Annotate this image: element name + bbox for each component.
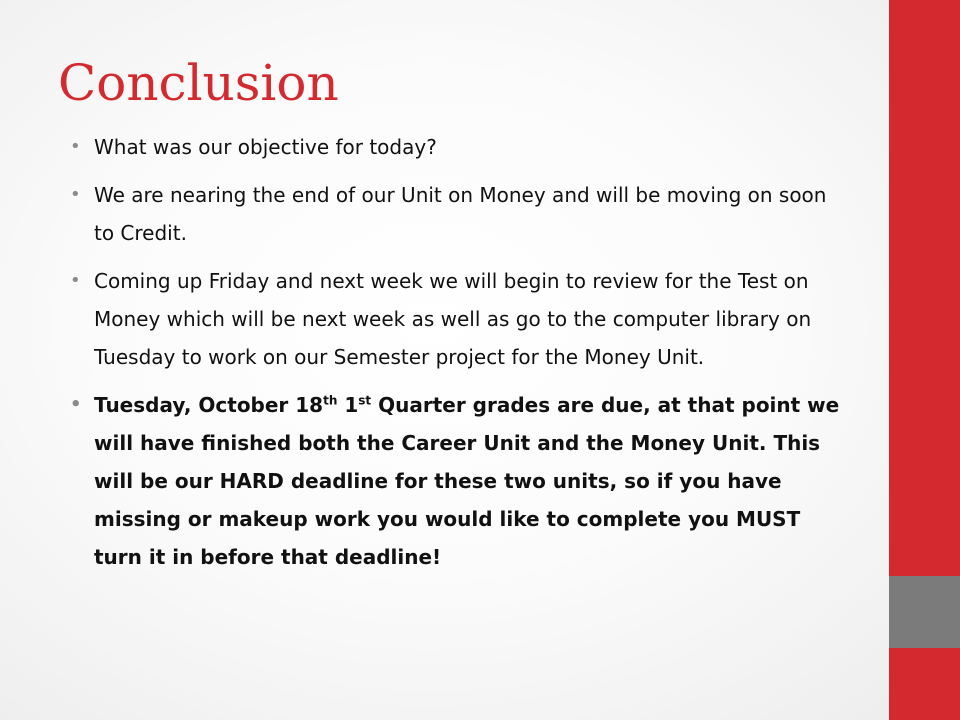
bullet-text: We are nearing the end of our Unit on Money and will be moving on soon to Credit. [94,183,827,245]
slide-title: Conclusion [58,54,339,112]
bullet-text: What was our objective for today? [94,135,437,159]
bullet-text-part: Quarter grades are due, at that point we will have finished both the Career Unit and the Money Unit. This will be our HARD deadline for these two units, so if you have missing or makeup work you would like to complete you MUST turn it in before that deadline! [94,393,840,569]
bullet-icon: • [70,136,81,157]
bullet-text: Coming up Friday and next week we will begin to review for the Test on Money which will be next week as well as go to the computer library on Tuesday to work on our Semester project for the Money Unit. [94,269,812,369]
ordinal-suffix: st [358,393,372,408]
bullet-item-unit-end [70,176,850,252]
accent-sidebar [889,0,960,720]
bullet-icon: • [70,184,81,205]
bullet-text-part: Tuesday, October 18 [94,393,324,417]
bullet-icon: • [70,270,81,291]
bullet-list [70,128,850,586]
ordinal-suffix: th [323,393,338,408]
bullet-item-objective [70,128,850,166]
bullet-text-part: 1 [337,393,359,417]
bullet-item-deadline [70,386,850,576]
sidebar-gray-block [889,576,960,648]
bullet-icon: • [70,394,82,415]
bullet-item-upcoming [70,262,850,376]
